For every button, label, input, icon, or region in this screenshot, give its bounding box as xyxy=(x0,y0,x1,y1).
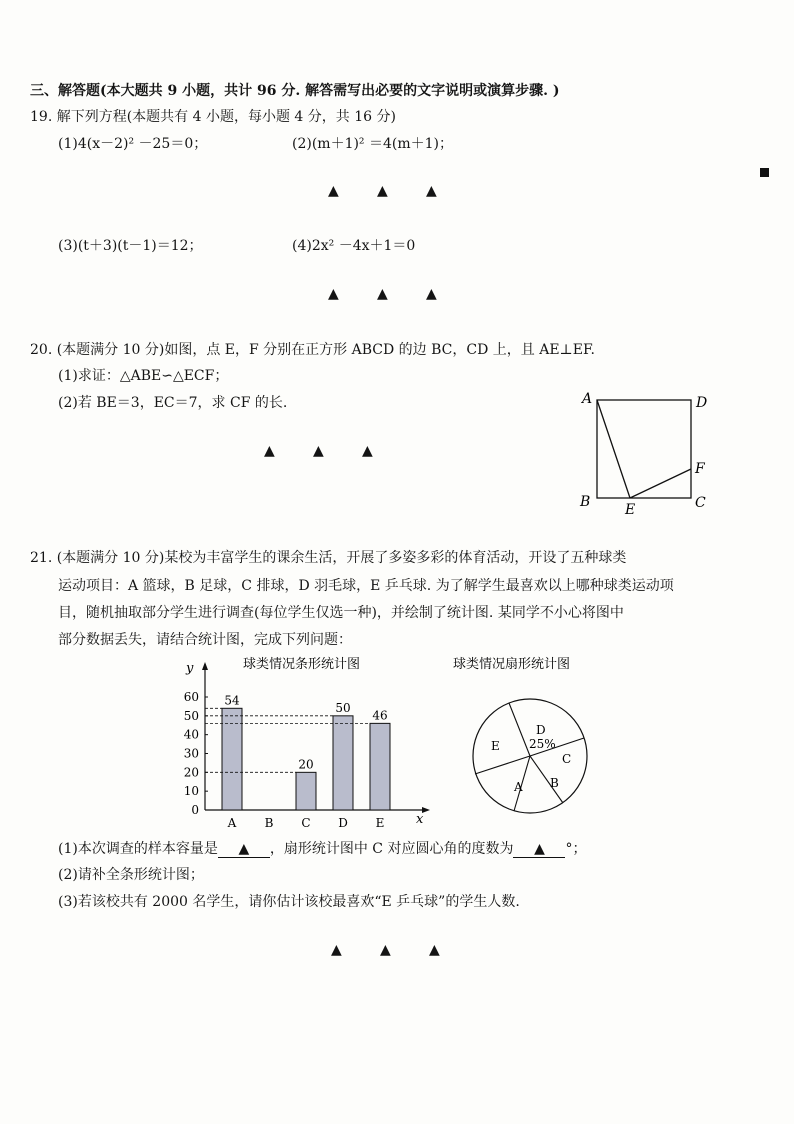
bar-data-label: 50 xyxy=(335,700,351,715)
pie-slice-label-e: E xyxy=(491,739,500,753)
answer-mark: ▲ xyxy=(238,841,250,857)
q21-stem-line2: 运动项目：A 篮球，B 足球，C 排球，D 羽毛球，E 乒乓球. 为了解学生最喜欢以上哪种球类运动项 xyxy=(58,578,674,594)
answer-mark: ▲ xyxy=(328,183,339,199)
y-tick-label: 60 xyxy=(183,690,199,704)
label-b: B xyxy=(580,494,591,510)
margin-square-mark xyxy=(760,168,769,177)
bar-d xyxy=(333,716,353,810)
q19-stem: 19. 解下列方程(本题共有 4 小题，每小题 4 分，共 16 分) xyxy=(30,109,396,125)
x-axis-label: x xyxy=(416,812,424,827)
q20-stem: 20. (本题满分 10 分)如图，点 E，F 分别在正方形 ABCD 的边 BC，CD 上，且 AE⊥EF. xyxy=(30,342,595,358)
bar-data-label: 54 xyxy=(224,693,240,708)
q20-part1: (1)求证：△ABE∽△ECF； xyxy=(58,368,229,384)
q21-stem-line4: 部分数据丢失，请结合统计图，完成下列问题： xyxy=(58,632,352,648)
pie-divider xyxy=(509,703,530,756)
pie-slice-value-d: 25% xyxy=(529,737,556,751)
bar-chart xyxy=(170,652,440,837)
q19-part1: (1)4(x－2)² －25＝0； xyxy=(58,136,208,152)
x-tick-label: C xyxy=(301,816,311,830)
pie-slice-label-c: C xyxy=(562,752,572,766)
q21-part1-text-a: (1)本次调查的样本容量是 xyxy=(58,841,218,857)
answer-mark: ▲ xyxy=(331,942,342,958)
pie-slice-label-b: B xyxy=(550,776,559,790)
bar-chart-title: 球类情况条形统计图 xyxy=(243,657,361,672)
bar-c xyxy=(296,772,316,810)
q21-part1 xyxy=(58,838,586,858)
x-tick-label: A xyxy=(227,816,237,830)
segment-ae xyxy=(597,400,630,498)
pie-chart-title: 球类情况扇形统计图 xyxy=(453,657,571,672)
answer-mark: ▲ xyxy=(380,942,391,958)
bar-data-label: 20 xyxy=(298,757,314,772)
x-tick-label: E xyxy=(375,816,385,830)
answer-mark: ▲ xyxy=(362,443,373,459)
q21-part1-text-c: °； xyxy=(565,841,587,857)
answer-mark: ▲ xyxy=(426,183,437,199)
section-header: 三、解答题(本大题共 9 小题，共计 96 分. 解答需写出必要的文字说明或演算步骤. ) xyxy=(30,83,560,99)
y-tick-label: 40 xyxy=(183,727,199,742)
q19-part2: (2)(m＋1)² ＝4(m＋1)； xyxy=(292,136,454,152)
square-abcd xyxy=(597,400,691,498)
q21-stem-line3: 目，随机抽取部分学生进行调查(每位学生仅选一种)，并绘制了统计图. 某同学不小心将图中 xyxy=(58,605,624,621)
answer-mark: ▲ xyxy=(313,443,324,459)
y-tick-label: 10 xyxy=(183,784,199,799)
answer-mark: ▲ xyxy=(328,286,339,302)
q21-part2: (2)请补全条形统计图； xyxy=(58,867,204,883)
x-tick-label: D xyxy=(338,816,348,830)
label-c: C xyxy=(695,495,706,511)
q21-part1-text-b: ，扇形统计图中 C 对应圆心角的度数为 xyxy=(269,841,514,857)
answer-mark: ▲ xyxy=(426,286,437,302)
y-tick-label: 20 xyxy=(183,765,199,780)
answer-blank xyxy=(513,841,565,858)
segment-ef xyxy=(630,469,691,498)
q20-part2: (2)若 BE＝3，EC＝7，求 CF 的长. xyxy=(58,395,288,411)
pie-divider xyxy=(475,756,530,774)
q19-part4: (4)2x² －4x＋1＝0 xyxy=(292,238,416,254)
answer-mark: ▲ xyxy=(264,443,275,459)
answer-mark: ▲ xyxy=(377,183,388,199)
bar-data-label: 46 xyxy=(372,708,388,723)
answer-mark: ▲ xyxy=(377,286,388,302)
label-f: F xyxy=(695,461,705,477)
label-e: E xyxy=(625,502,636,518)
q19-part3: (3)(t＋3)(t－1)＝12； xyxy=(58,238,203,254)
label-a: A xyxy=(582,391,593,407)
label-d: D xyxy=(696,395,708,411)
y-tick-label: 30 xyxy=(183,746,199,761)
answer-blank xyxy=(218,841,270,858)
q21-stem-line1: 21. (本题满分 10 分)某校为丰富学生的课余生活，开展了多姿多彩的体育活动，开设了五种球类 xyxy=(30,550,627,566)
pie-slice-label-d: D xyxy=(536,723,546,737)
y-axis-arrow xyxy=(202,662,208,670)
y-tick-label: 0 xyxy=(191,803,199,817)
bar-e xyxy=(370,723,390,810)
answer-mark: ▲ xyxy=(534,841,545,857)
y-axis-label: y xyxy=(186,661,194,676)
square-geometry-figure xyxy=(570,385,720,520)
pie-chart xyxy=(448,652,608,827)
x-tick-label: B xyxy=(264,816,274,830)
answer-mark: ▲ xyxy=(429,942,440,958)
pie-slice-label-a: A xyxy=(514,780,523,794)
q21-part3: (3)若该校共有 2000 名学生，请你估计该校最喜欢“E 乒乓球”的学生人数. xyxy=(58,894,520,910)
y-tick-label: 50 xyxy=(183,708,199,723)
